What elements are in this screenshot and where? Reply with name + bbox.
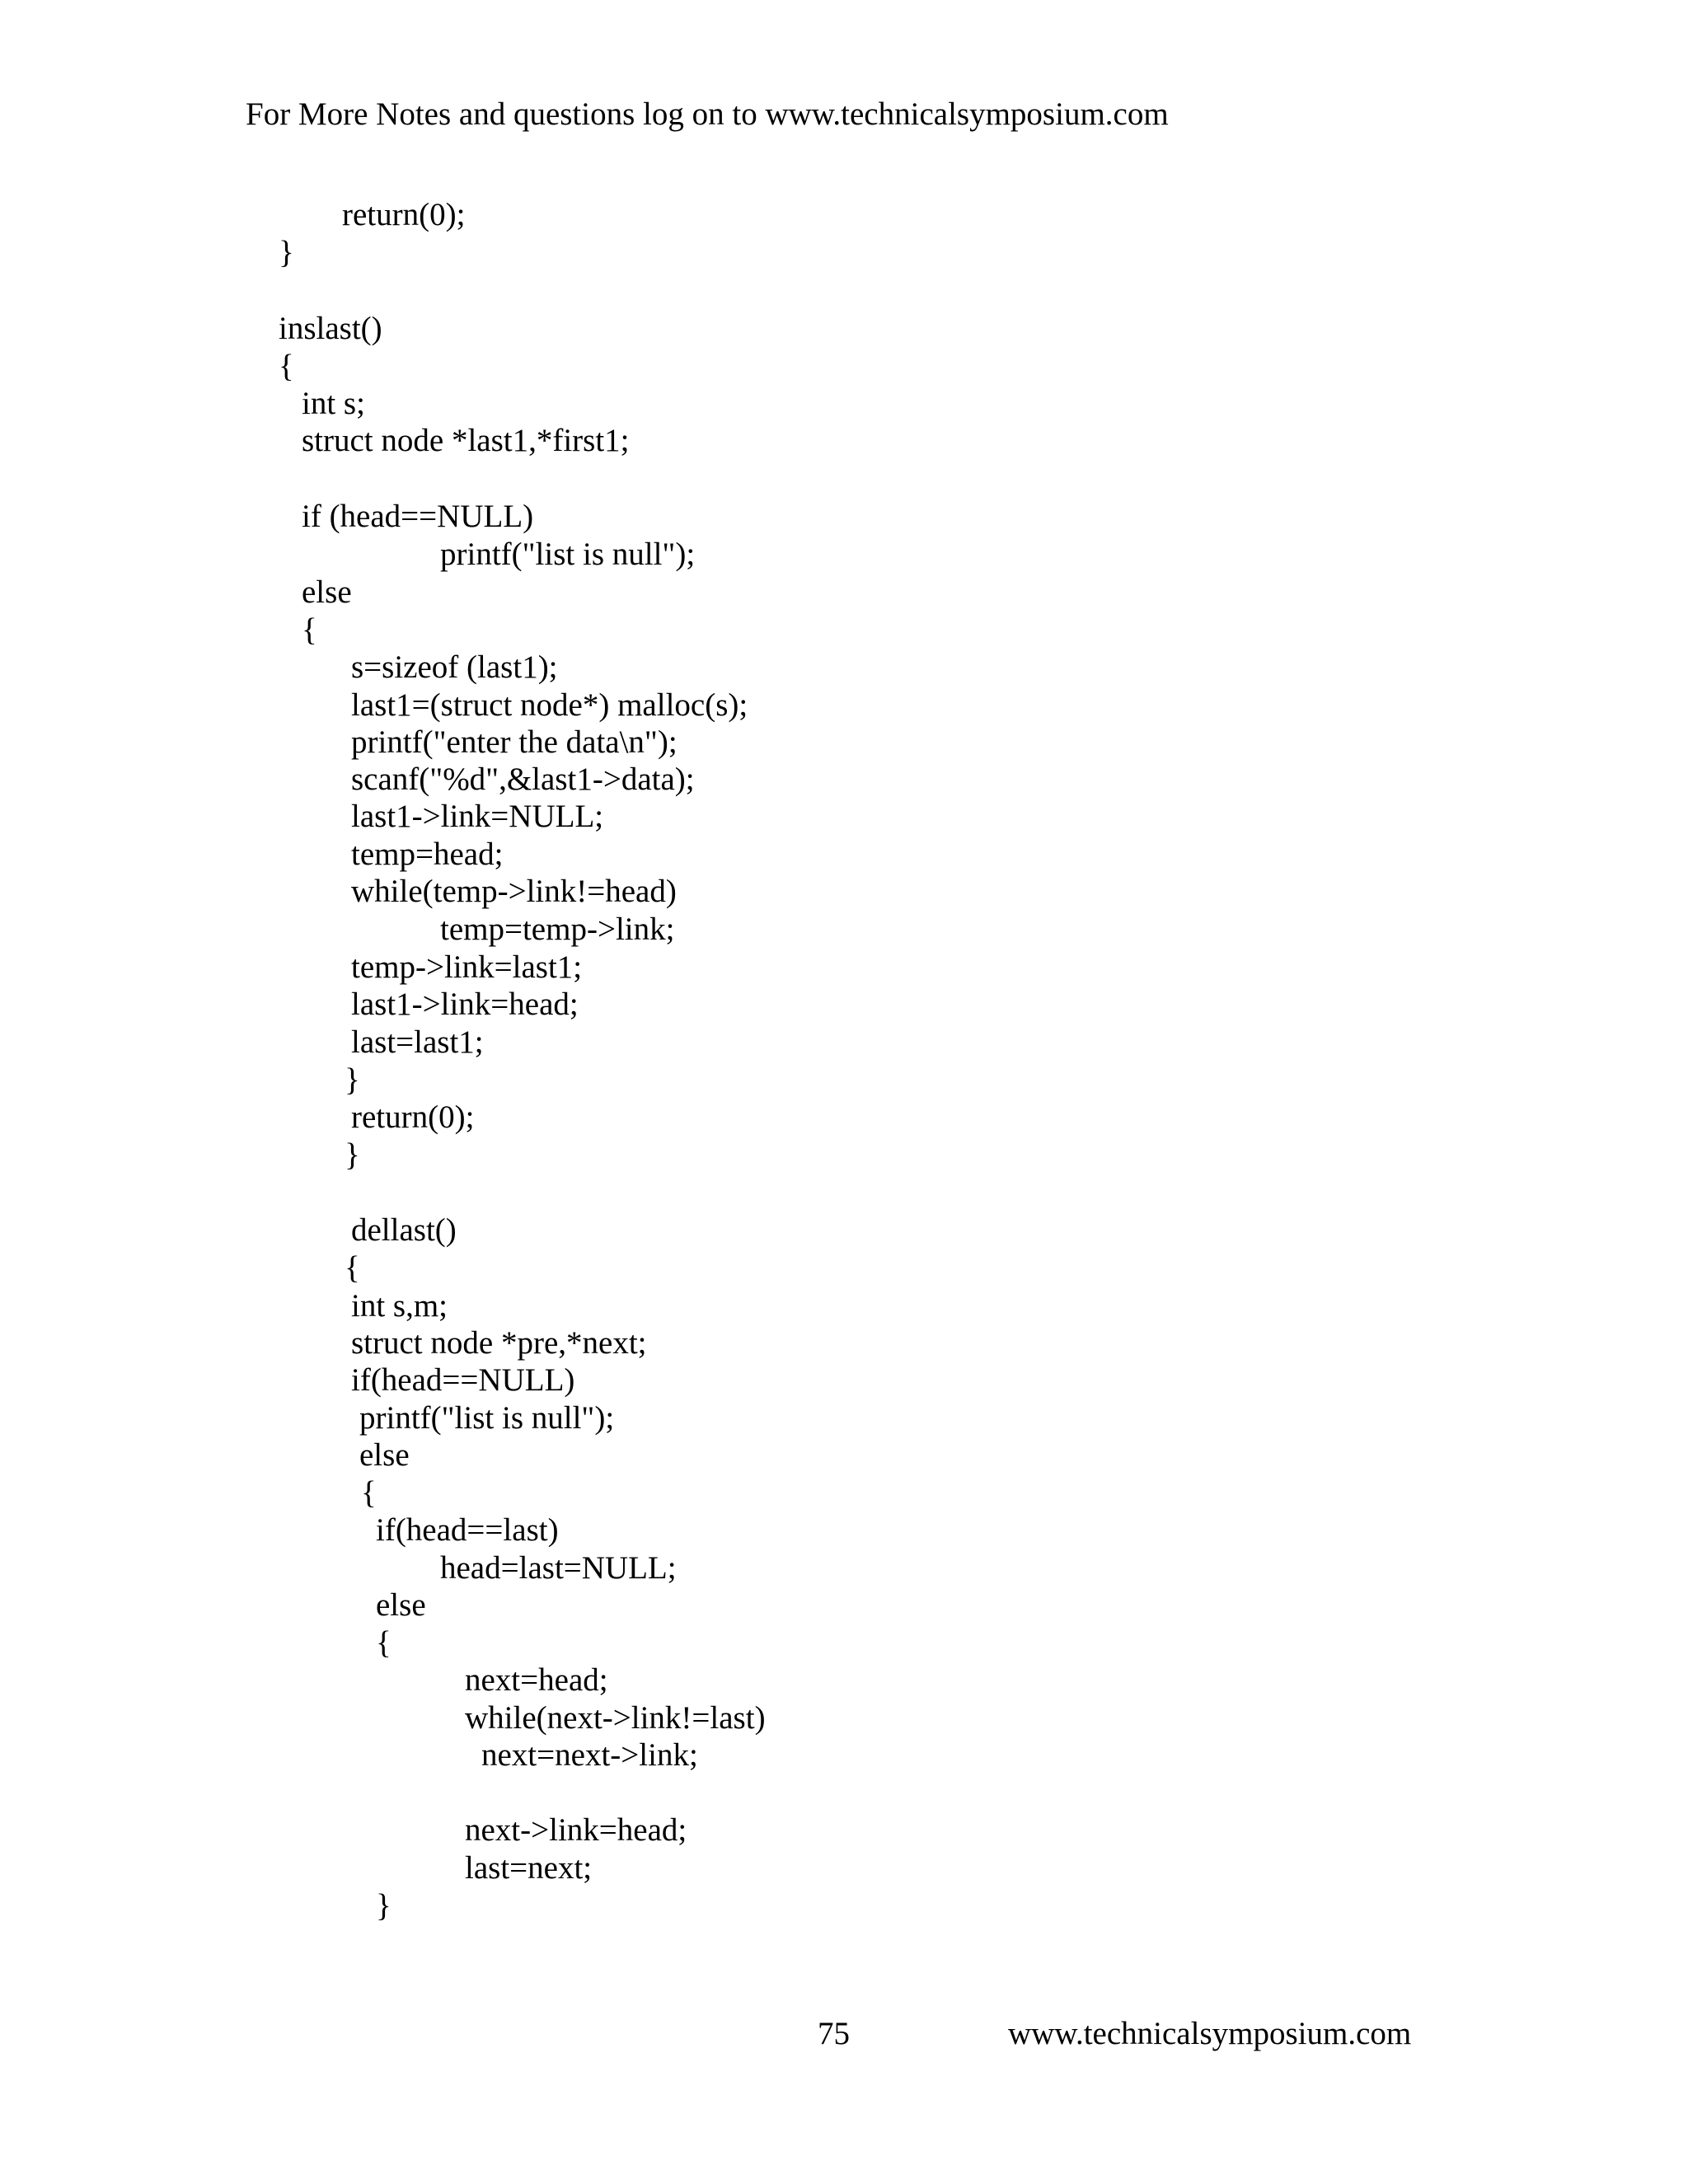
code-line: } [279, 235, 294, 270]
code-line: if(head==last) [376, 1512, 559, 1548]
code-line: } [345, 1137, 360, 1173]
code-line: return(0); [351, 1099, 475, 1135]
code-line: while(next->link!=last) [465, 1700, 766, 1736]
page-number: 75 [818, 2016, 850, 2051]
code-line: last=last1; [351, 1024, 484, 1060]
code-line: next=next->link; [481, 1737, 698, 1773]
code-line: printf("enter the data\n"); [351, 724, 678, 760]
code-line: { [279, 349, 294, 384]
code-line: dellast() [351, 1212, 457, 1248]
code-line: } [345, 1062, 360, 1098]
code-line: if (head==NULL) [302, 499, 534, 534]
code-line: struct node *last1,*first1; [302, 423, 630, 458]
code-line: else [302, 574, 352, 610]
code-line: { [361, 1475, 377, 1511]
code-line: scanf("%d",&last1->data); [351, 762, 695, 797]
code-line: next=head; [465, 1662, 608, 1698]
code-line: last1->link=NULL; [351, 799, 604, 834]
code-line: last1=(struct node*) malloc(s); [351, 687, 748, 723]
code-line: else [359, 1437, 410, 1473]
code-line: last=next; [465, 1850, 593, 1886]
code-line: if(head==NULL) [351, 1362, 575, 1398]
code-line: } [376, 1888, 392, 1924]
code-line: struct node *pre,*next; [351, 1325, 647, 1361]
code-line: temp=head; [351, 837, 504, 872]
code-line: last1->link=head; [351, 987, 579, 1022]
code-line: int s,m; [351, 1288, 448, 1324]
code-line: inslast() [279, 311, 382, 346]
code-line: { [302, 612, 317, 648]
page-header: For More Notes and questions log on to www.technicalsymposium.com [246, 96, 1169, 132]
code-line: s=sizeof (last1); [351, 649, 558, 685]
code-line: { [376, 1625, 392, 1661]
code-line: temp=temp->link; [440, 912, 675, 947]
code-line: int s; [302, 386, 365, 421]
code-line: next->link=head; [465, 1812, 687, 1848]
code-line: temp->link=last1; [351, 949, 583, 985]
code-line: { [345, 1250, 360, 1286]
footer-url: www.technicalsymposium.com [1008, 2016, 1412, 2051]
code-line: head=last=NULL; [440, 1550, 677, 1586]
code-line: printf("list is null"); [359, 1400, 615, 1436]
code-line: while(temp->link!=head) [351, 874, 677, 909]
code-line: return(0); [342, 197, 466, 232]
code-line: printf("list is null"); [440, 537, 696, 572]
code-line: else [376, 1587, 426, 1623]
